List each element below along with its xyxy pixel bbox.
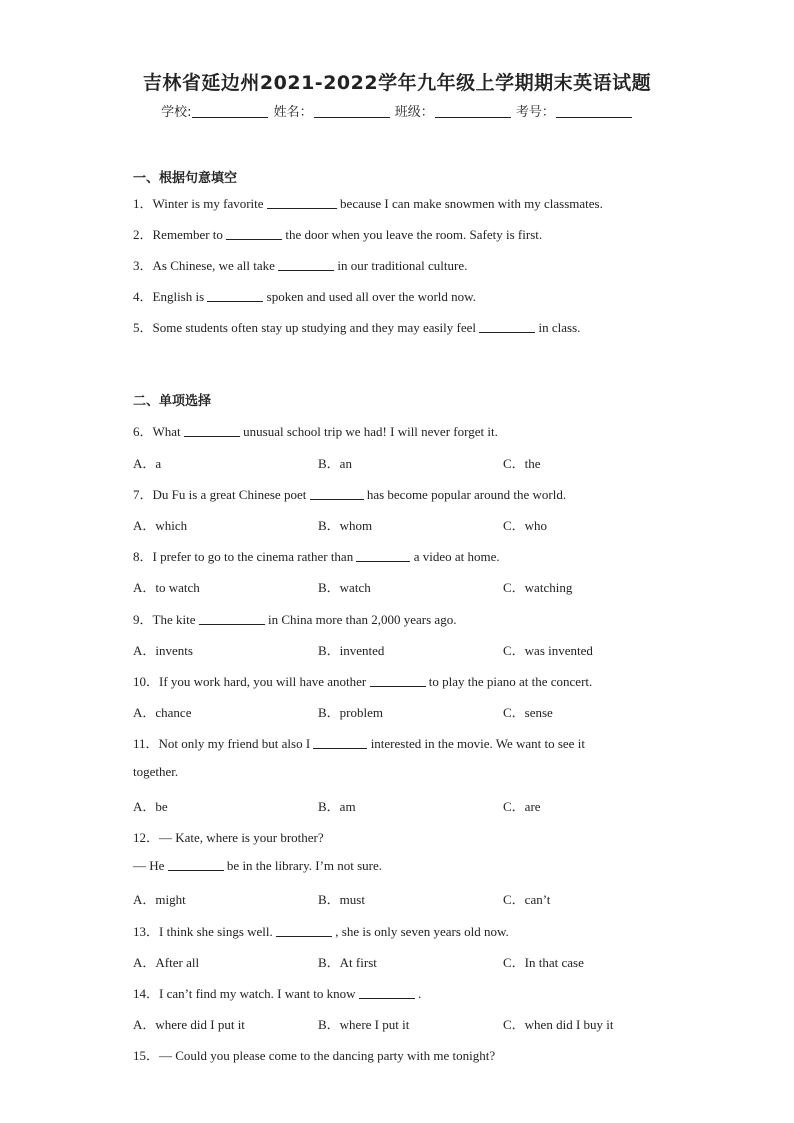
- question-6: [133, 421, 498, 440]
- question-text: Not only my friend but also I: [158, 736, 311, 751]
- question-number: 3．: [133, 258, 153, 273]
- option-a[interactable]: A．a: [133, 456, 162, 471]
- question-text: interested in the movie. We want to see it: [370, 736, 585, 751]
- answer-blank[interactable]: [267, 196, 337, 209]
- option-b[interactable]: B．problem: [318, 705, 383, 720]
- option-c[interactable]: C．who: [503, 518, 548, 533]
- question-text: the door when you leave the room. Safety is first.: [285, 227, 543, 242]
- question-number: 15．: [133, 1048, 160, 1063]
- class-label: 班级：: [394, 105, 434, 120]
- question-15: [133, 1045, 495, 1064]
- option-a[interactable]: A．might: [133, 892, 186, 907]
- option-a[interactable]: A．After all: [133, 955, 200, 970]
- option-b[interactable]: B．watch: [318, 580, 371, 595]
- question-text: in China more than 2,000 years ago.: [267, 612, 457, 627]
- question-number: 9．: [133, 612, 153, 627]
- question-text: If you work hard, you will have another: [159, 674, 367, 689]
- question-number: 8．: [133, 549, 153, 564]
- question-text: The kite: [152, 612, 196, 627]
- question-text: in class.: [538, 320, 581, 335]
- question-text: be in the library. I’m not sure.: [226, 858, 383, 873]
- question-text: in our traditional culture.: [337, 258, 468, 273]
- answer-blank[interactable]: [168, 858, 224, 871]
- answer-blank[interactable]: [370, 674, 426, 687]
- exam-number-label: 考号：: [515, 105, 555, 120]
- option-c[interactable]: C．sense: [503, 705, 553, 720]
- option-c[interactable]: C．was invented: [503, 643, 593, 658]
- answer-blank[interactable]: [207, 289, 263, 302]
- question-number: 7．: [133, 487, 153, 502]
- option-b[interactable]: B．where I put it: [318, 1017, 410, 1032]
- question-text: Winter is my favorite: [152, 196, 264, 211]
- question-number: 13．: [133, 924, 160, 939]
- option-a[interactable]: A．invents: [133, 643, 193, 658]
- question-5: [133, 317, 580, 336]
- question-text: has become popular around the world.: [366, 487, 567, 502]
- question-11: [133, 733, 585, 752]
- question-9: [133, 609, 456, 628]
- answer-blank[interactable]: [199, 612, 265, 625]
- question-8: [133, 546, 500, 565]
- class-blank[interactable]: [435, 104, 511, 118]
- option-c[interactable]: C．can’t: [503, 892, 551, 907]
- option-c[interactable]: C．watching: [503, 580, 573, 595]
- question-text: to play the piano at the concert.: [428, 674, 593, 689]
- option-b[interactable]: B．whom: [318, 518, 373, 533]
- question-number: 2．: [133, 227, 153, 242]
- question-13: [133, 921, 509, 940]
- question-number: 10．: [133, 674, 160, 689]
- question-10: [133, 671, 592, 690]
- answer-blank[interactable]: [356, 549, 410, 562]
- question-1: [133, 193, 603, 212]
- question-14: [133, 983, 421, 1002]
- option-c[interactable]: C．are: [503, 799, 541, 814]
- answer-blank[interactable]: [226, 227, 282, 240]
- answer-blank[interactable]: [184, 424, 240, 437]
- option-c[interactable]: C．the: [503, 456, 541, 471]
- question-number: 4．: [133, 289, 153, 304]
- question-number: 6．: [133, 424, 153, 439]
- option-a[interactable]: A．to watch: [133, 580, 200, 595]
- question-text: Some students often stay up studying and they may easily feel: [152, 320, 477, 335]
- school-label: 学校:: [161, 105, 192, 120]
- question-number: 11．: [133, 736, 159, 751]
- school-blank[interactable]: [192, 104, 268, 118]
- answer-blank[interactable]: [479, 320, 535, 333]
- question-text: a video at home.: [413, 549, 500, 564]
- question-text: — Could you please come to the dancing party with me tonight?: [159, 1048, 496, 1063]
- option-b[interactable]: B．am: [318, 799, 356, 814]
- question-text: I can’t find my watch. I want to know: [159, 986, 356, 1001]
- answer-blank[interactable]: [359, 986, 415, 999]
- answer-blank[interactable]: [278, 258, 334, 271]
- question-number: 14．: [133, 986, 160, 1001]
- option-a[interactable]: A．which: [133, 518, 188, 533]
- question-text: As Chinese, we all take: [152, 258, 275, 273]
- question-12: [133, 827, 324, 846]
- name-label: 姓名：: [273, 105, 313, 120]
- question-11-continued: together.: [133, 764, 179, 779]
- question-text: , she is only seven years old now.: [335, 924, 509, 939]
- question-text: spoken and used all over the world now.: [266, 289, 476, 304]
- question-4: [133, 286, 476, 305]
- question-text: — Kate, where is your brother?: [159, 830, 324, 845]
- section2-heading: 二、单项选择: [133, 394, 212, 409]
- answer-blank[interactable]: [310, 487, 364, 500]
- question-text: because I can make snowmen with my classmates.: [340, 196, 603, 211]
- option-a[interactable]: A．where did I put it: [133, 1017, 245, 1032]
- name-blank[interactable]: [314, 104, 390, 118]
- question-12-reply: [133, 858, 382, 874]
- page-title: 吉林省延边州2021-2022学年九年级上学期期末英语试题: [142, 72, 652, 94]
- option-b[interactable]: B．invented: [318, 643, 385, 658]
- question-text: I think she sings well.: [159, 924, 273, 939]
- question-number: 12．: [133, 830, 160, 845]
- option-c[interactable]: C．In that case: [503, 955, 584, 970]
- answer-blank[interactable]: [276, 924, 332, 937]
- question-3: [133, 255, 467, 274]
- question-number: 1．: [133, 196, 153, 211]
- student-info-row: [0, 101, 794, 120]
- question-text: Remember to: [152, 227, 223, 242]
- section1-heading: 一、根据句意填空: [133, 171, 238, 186]
- question-text: What: [152, 424, 181, 439]
- option-b[interactable]: B．must: [318, 892, 365, 907]
- option-a[interactable]: A．be: [133, 799, 168, 814]
- question-text: .: [418, 986, 422, 1001]
- question-text: English is: [152, 289, 205, 304]
- question-number: 5．: [133, 320, 153, 335]
- question-text: Du Fu is a great Chinese poet: [152, 487, 307, 502]
- question-7: [133, 484, 566, 503]
- option-b[interactable]: B．At first: [318, 955, 377, 970]
- option-a[interactable]: A．chance: [133, 705, 192, 720]
- answer-blank[interactable]: [313, 736, 367, 749]
- question-text: I prefer to go to the cinema rather than: [152, 549, 354, 564]
- option-b[interactable]: B．an: [318, 456, 352, 471]
- question-2: [133, 224, 542, 243]
- exam-number-blank[interactable]: [556, 104, 632, 118]
- option-c[interactable]: C．when did I buy it: [503, 1017, 614, 1032]
- question-text: — He: [133, 858, 165, 873]
- question-text: unusual school trip we had! I will never forget it.: [243, 424, 498, 439]
